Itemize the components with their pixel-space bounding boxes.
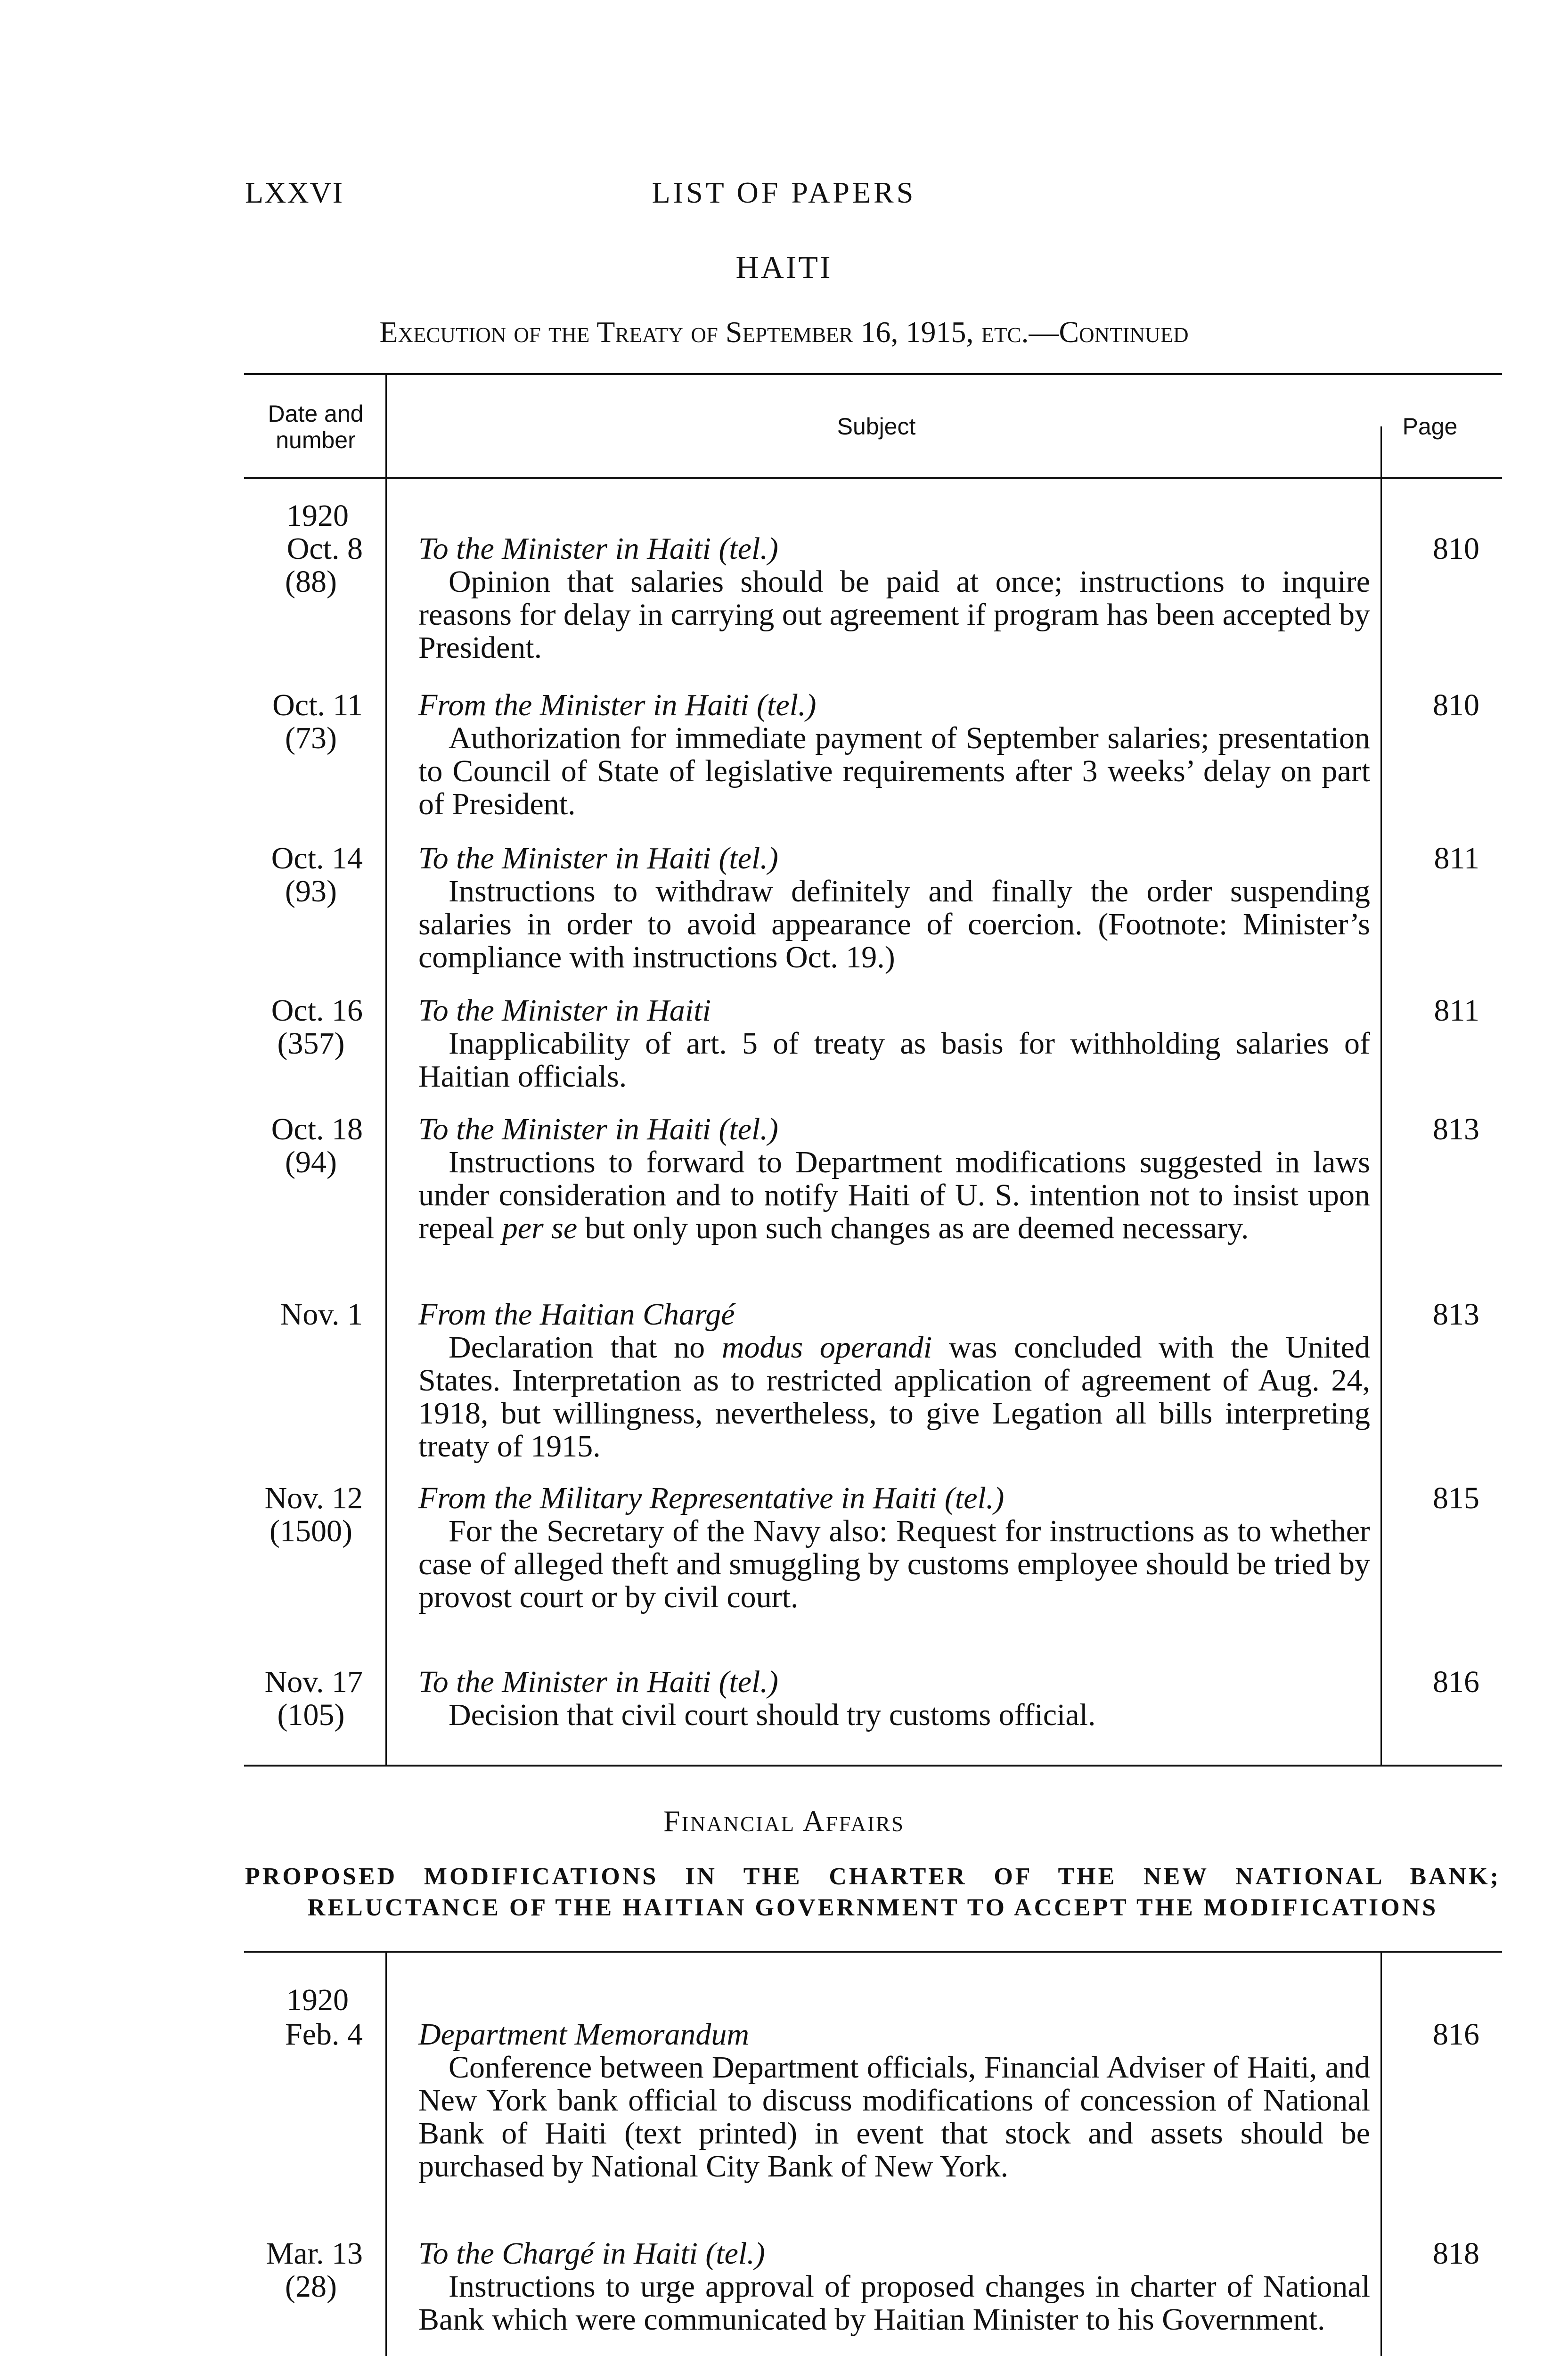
- entry-subject: [418, 1113, 1370, 1245]
- entry-page: 813: [1433, 1297, 1479, 1332]
- entry-page: 816: [1433, 2017, 1479, 2052]
- entry-source: Department Memorandum: [418, 2017, 750, 2052]
- table2-page-column-divider: [1380, 1952, 1382, 2356]
- year-label: 1920: [286, 499, 349, 533]
- date-column-divider: [385, 375, 387, 1765]
- entry-subject: [418, 1298, 1370, 1463]
- column-header-subject: Subject: [837, 413, 916, 440]
- table2-date-column-divider: [385, 1952, 387, 2356]
- entry-date: Oct. 14 (93): [271, 841, 363, 908]
- entry-source: To the Minister in Haiti (tel.): [418, 532, 778, 566]
- entry-source: To the Minister in Haiti: [418, 993, 711, 1028]
- country-heading: HAITI: [735, 249, 833, 285]
- page-column-divider: [1380, 426, 1382, 1765]
- table-bottom-rule: [244, 1765, 1502, 1767]
- entry-summary: Authorization for immediate payment of September salaries; presentation to Council of State of legislative requirements after 3 weeks’ delay on part of President.: [418, 721, 1370, 821]
- entry-source: To the Minister in Haiti (tel.): [418, 1665, 778, 1699]
- section-subheading: Execution of the Treaty of September 16, 1915, etc.—Continued: [379, 315, 1189, 349]
- entry-subject: [418, 2018, 1370, 2183]
- entry-page: 816: [1433, 1665, 1479, 1699]
- entry-summary: Instructions to urge approval of proposed changes in charter of National Bank which were communicated by Haitian Minister to his Government.: [418, 2269, 1370, 2337]
- entry-summary: For the Secretary of the Navy also: Request for instructions as to whether case of alleged theft and smuggling by customs employee should be tried by provost court or by civil court.: [418, 1514, 1370, 1614]
- entry-source: From the Minister in Haiti (tel.): [418, 688, 817, 722]
- entry-date: Mar. 13 (28): [266, 2236, 363, 2304]
- entry-page: 818: [1433, 2236, 1479, 2271]
- column-header-date: Date and number: [268, 401, 364, 453]
- entry-date: Oct. 16 (357): [271, 993, 363, 1061]
- entry-summary: Conference between Department officials, Financial Adviser of Haiti, and New York bank official to discuss modifications of concession of National Bank of Haiti (text printed) in event that stock and assets should be purchased by National City Bank of New York.: [418, 2050, 1370, 2184]
- entry-page: 811: [1434, 993, 1479, 1028]
- entry-page: 815: [1433, 1481, 1479, 1515]
- section-subtitle: PROPOSED MODIFICATIONS IN THE CHARTER OF THE NEW NATIONAL BANK; RELUCTANCE OF THE HAITIAN GOVERNMENT TO ACCEPT THE MODIFICATIONS: [245, 1863, 1501, 1921]
- running-title: LIST OF PAPERS: [652, 176, 916, 209]
- entry-subject: [418, 842, 1370, 974]
- entry-page: 810: [1433, 532, 1479, 566]
- entry-summary: Opinion that salaries should be paid at once; instructions to inquire reasons for delay in carrying out agreement if program has been accepted by President.: [418, 564, 1370, 665]
- entry-date: Nov. 1: [280, 1297, 363, 1332]
- entry-summary: Instructions to withdraw definitely and finally the order suspending salaries in order to avoid appearance of coercion. (Footnote: Minister’s compliance with instructions Oct. 19.): [418, 874, 1370, 974]
- entry-source: To the Minister in Haiti (tel.): [418, 1112, 778, 1146]
- page-numeral: LXXVI: [245, 176, 344, 209]
- entry-date: Oct. 18 (94): [271, 1112, 363, 1179]
- entry-subject: [418, 2237, 1370, 2336]
- entry-subject: [418, 1666, 1370, 1732]
- column-header-page: Page: [1402, 413, 1458, 440]
- entry-date: Oct. 8 (88): [285, 532, 363, 599]
- entry-summary: Inapplicability of art. 5 of treaty as basis for withholding salaries of Haitian officials.: [418, 1026, 1370, 1094]
- entry-source: From the Military Representative in Haiti (tel.): [418, 1481, 1004, 1515]
- entry-date: Nov. 12 (1500): [264, 1481, 363, 1548]
- entry-source: To the Chargé in Haiti (tel.): [418, 2236, 765, 2271]
- entry-subject: [418, 689, 1370, 821]
- header-bottom-rule: [244, 477, 1502, 479]
- table-top-rule: [244, 373, 1502, 375]
- entry-date: Nov. 17 (105): [264, 1665, 363, 1732]
- entry-page: 811: [1434, 841, 1479, 875]
- entry-summary: Instructions to forward to Department modifications suggested in laws under consideration and to notify Haiti of U. S. intention not to insist upon repeal per se but only upon such changes as are deemed necessary.: [418, 1145, 1370, 1245]
- year-label: 1920: [286, 1983, 349, 2017]
- entry-summary: Decision that civil court should try customs official.: [449, 1698, 1096, 1732]
- entry-page: 813: [1433, 1112, 1479, 1146]
- entry-source: From the Haitian Chargé: [418, 1297, 735, 1332]
- entry-page: 810: [1433, 688, 1479, 722]
- table2-top-rule: [244, 1951, 1502, 1953]
- entry-summary: Declaration that no modus operandi was concluded with the United States. Interpretation as to restricted application of agreement of Aug. 24, 1918, but willingness, nevertheless, to give Legation all bills interpreting treaty of 1915.: [418, 1330, 1370, 1464]
- entry-subject: [418, 994, 1370, 1093]
- entry-date: Feb. 4: [285, 2017, 363, 2052]
- section-title: Financial Affairs: [663, 1804, 905, 1838]
- entry-source: To the Minister in Haiti (tel.): [418, 841, 778, 875]
- entry-subject: [418, 1482, 1370, 1614]
- entry-subject: [418, 532, 1370, 664]
- entry-date: Oct. 11 (73): [272, 688, 363, 755]
